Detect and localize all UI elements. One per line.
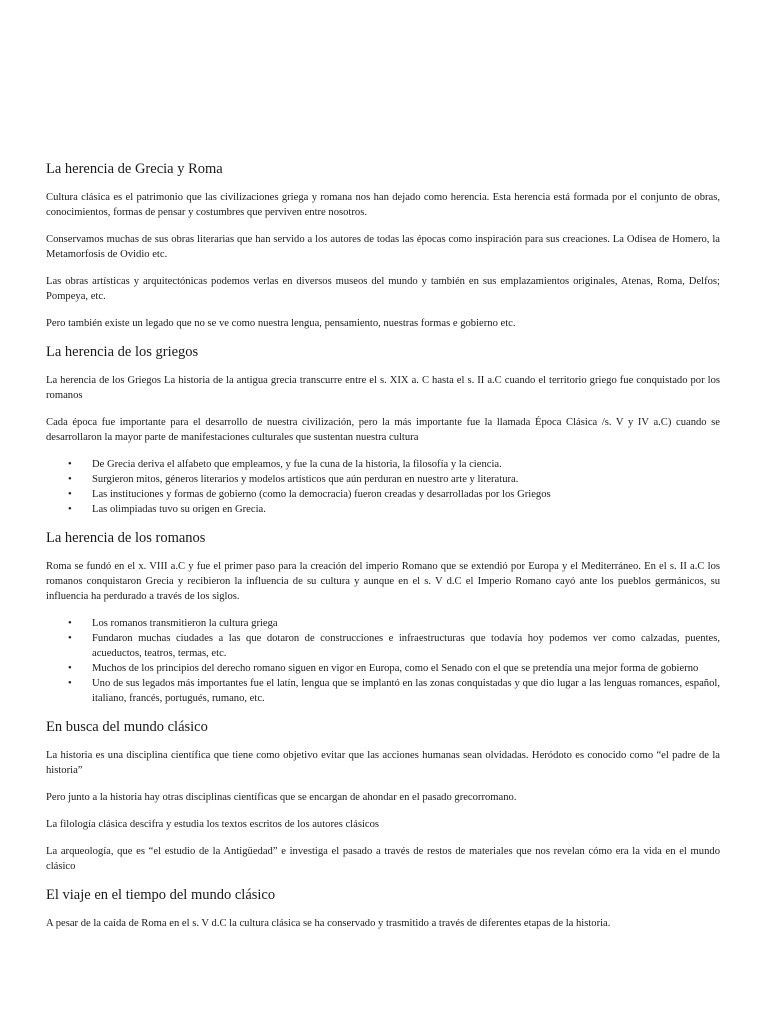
section-heading-grecia-roma: La herencia de Grecia y Roma (46, 161, 223, 177)
paragraph: La historia es una disciplina científica que tiene como objetivo evitar que las acciones humanas sean olvidadas. Heródoto es conocido como “el padre de la historia” (46, 750, 720, 776)
paragraph: La arqueología, que es “el estudio de la Antigüedad” e investiga el pasado a través de restos de materiales que nos revelan cómo era la vida en el mundo clásico (46, 846, 720, 872)
list-item: • Las olimpiadas tuvo su origen en Grecia. (92, 502, 720, 517)
paragraph: La filología clásica descifra y estudia los textos escritos de los autores clásicos (46, 819, 380, 830)
bullet-list-romanos (46, 616, 720, 706)
section-heading-romanos: La herencia de los romanos (46, 530, 206, 546)
list-item: • Las instituciones y formas de gobierno (como la democracia) fueron creadas y desarrolladas por los Griegos (92, 487, 720, 502)
list-item: • Muchos de los principios del derecho romano siguen en vigor en Europa, como el Senado con el que se pretendía una mejor forma de gobierno (92, 661, 720, 676)
list-item: • Surgieron mitos, géneros literarios y modelos artísticos que aún perduran en nuestro arte y literatura. (92, 472, 720, 487)
paragraph: Pero también existe un legado que no se ve como nuestra lengua, pensamiento, nuestras formas e gobierno etc. (46, 318, 516, 329)
paragraph: Las obras artísticas y arquitectónicas podemos verlas en diversos museos del mundo y también en sus emplazamientos originales, Atenas, Roma, Delfos; Pompeya, etc. (46, 276, 720, 302)
list-item: • Uno de sus legados más importantes fue el latín, lengua que se implantó en las zonas conquistadas y que dio lugar a las lenguas romances, español, italiano, francés, portugués, rumano, etc. (92, 676, 720, 706)
list-item: • De Grecia deriva el alfabeto que empleamos, y fue la cuna de la historia, la filosofía y la ciencia. (92, 457, 720, 472)
paragraph: Conservamos muchas de sus obras literarias que han servido a los autores de todas las épocas como inspiración para sus creaciones. La Odisea de Homero, la Metamorfosis de Ovidio etc. (46, 234, 720, 260)
paragraph: Cultura clásica es el patrimonio que las civilizaciones griega y romana nos han dejado como herencia. Esta herencia está formada por el conjunto de obras, conocimientos, formas de pensar y costumbres que perviven entre nosotros. (46, 192, 720, 218)
list-item: • Fundaron muchas ciudades a las que dotaron de construcciones e infraestructuras que todavía hoy podemos ver como calzadas, puentes, acueductos, teatros, termas, etc. (92, 631, 720, 661)
paragraph: Pero junto a la historia hay otras disciplinas científicas que se encargan de ahondar en el pasado grecorromano. (46, 792, 517, 803)
document-page (46, 160, 720, 943)
paragraph: Cada época fue importante para el desarrollo de nuestra civilización, pero la más importante fue la llamada Época Clásica /s. V y IV a.C) cuando se desarrollaron la mayor parte de manifestaciones culturales que sustentan nuestra cultura (46, 417, 720, 443)
section-heading-griegos: La herencia de los griegos (46, 344, 199, 360)
section-heading-mundo-clasico: En busca del mundo clásico (46, 719, 208, 735)
paragraph: La herencia de los Griegos La historia de la antigua grecia transcurre entre el s. XIX a. C hasta el s. II a.C cuando el territorio griego fue conquistado por los romanos (46, 375, 720, 401)
paragraph: A pesar de la caída de Roma en el s. V d.C la cultura clásica se ha conservado y trasmitido a través de diferentes etapas de la historia. (46, 918, 611, 929)
section-heading-viaje-tiempo: El viaje en el tiempo del mundo clásico (46, 887, 276, 903)
paragraph: Roma se fundó en el x. VIII a.C y fue el primer paso para la creación del imperio Romano que se extendió por Europa y el Mediterráneo. En el s. II a.C los romanos conquistaron Grecia y recibieron la influencia de su cultura y aunque en el s. V d.C el Imperio Romano cayó ante los pueblos germánicos, su influencia ha perdurado a través de los siglos. (46, 561, 720, 602)
bullet-list-griegos (46, 457, 720, 517)
list-item: • Los romanos transmitieron la cultura griega (92, 616, 720, 631)
